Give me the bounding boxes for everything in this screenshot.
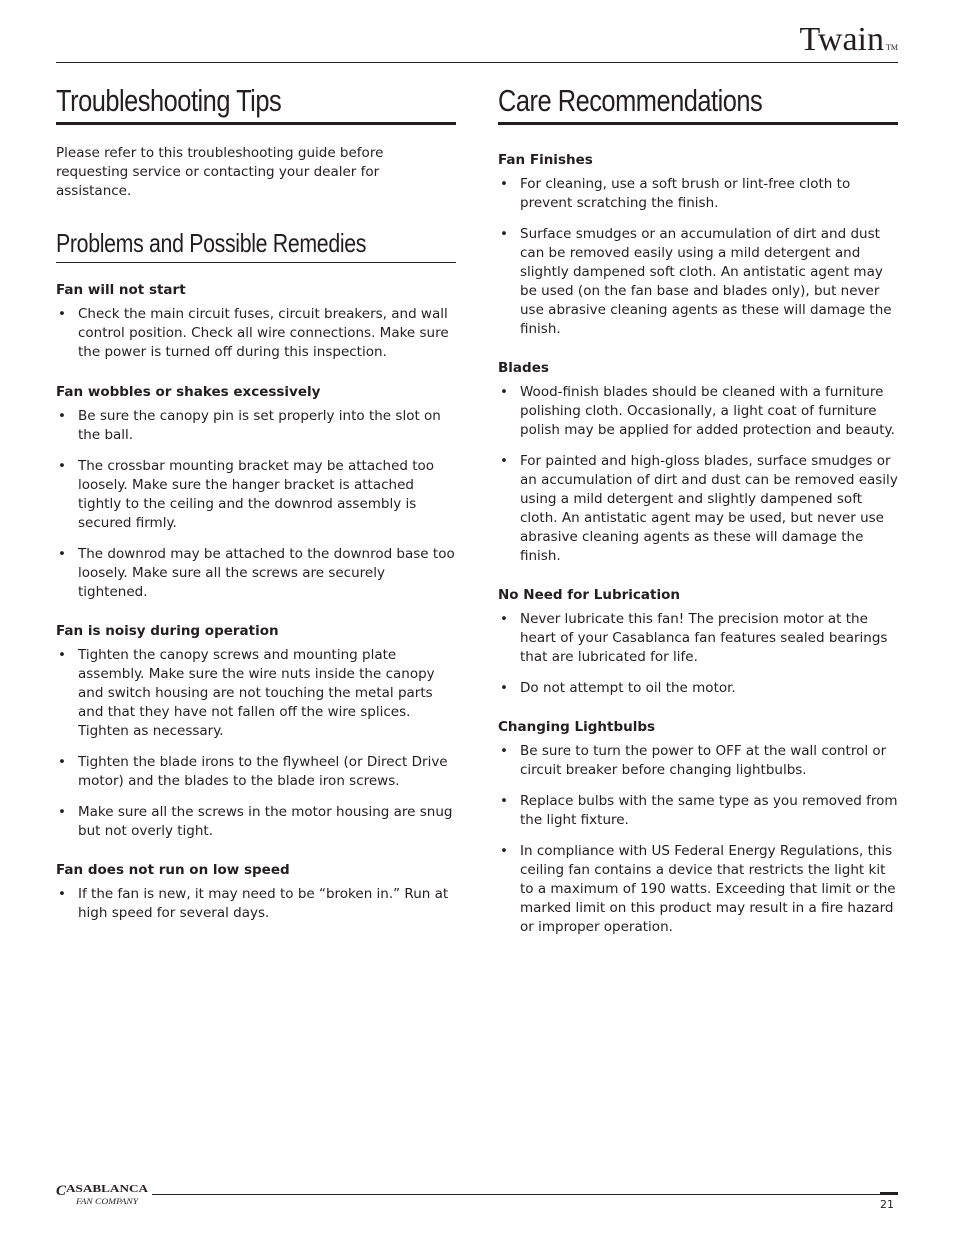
bullet-icon: • <box>58 458 66 474</box>
care-title: Care Recommendations <box>498 83 763 118</box>
care-column <box>498 82 898 937</box>
bullet-list <box>498 742 898 937</box>
bullet-icon: • <box>500 176 508 192</box>
bullet-icon: • <box>58 804 66 820</box>
troubleshooting-title: Troubleshooting Tips <box>56 83 282 118</box>
bullet-icon: • <box>500 793 508 809</box>
item-text: Tighten the canopy screws and mounting plate assembly. Make sure the wire nuts inside the canopy and switch housing are not touching the metal parts and that they have not fallen off the wire splices. Tighten as necessary. <box>78 647 435 739</box>
bullet-icon: • <box>500 453 508 469</box>
brand-name: Twain <box>799 21 884 58</box>
item-text: For painted and high-gloss blades, surface smudges or an accumulation of dirt and dust can be removed easily using a mild detergent and slightly dampened soft cloth. An antistatic agent may be used, but never use abrasive cleaning agents as these will damage the finish. <box>520 453 898 564</box>
bullet-icon: • <box>500 384 508 400</box>
item-text: The downrod may be attached to the downrod base too loosely. Make sure all the screws are securely tightened. <box>78 546 455 600</box>
casablanca-logo <box>56 1178 152 1208</box>
list-item <box>56 646 456 741</box>
bullet-list <box>56 646 456 841</box>
list-item <box>498 452 898 566</box>
section-heading: Fan wobbles or shakes excessively <box>56 384 321 400</box>
bullet-icon: • <box>58 754 66 770</box>
bullet-list <box>498 175 898 339</box>
list-item <box>498 742 898 780</box>
bullet-icon: • <box>500 226 508 242</box>
bullet-list <box>498 610 898 698</box>
item-text: In compliance with US Federal Energy Regulations, this ceiling fan contains a device that restricts the light kit to a maximum of 190 watts. Exceeding that limit or the marked limit on this product may result in a fire hazard or improper operation. <box>520 843 896 935</box>
bullet-icon: • <box>58 886 66 902</box>
list-item <box>498 792 898 830</box>
bullet-icon: • <box>500 611 508 627</box>
item-text: Make sure all the screws in the motor housing are snug but not overly tight. <box>78 804 453 839</box>
list-item <box>498 383 898 440</box>
svg-text:FAN COMPANY: FAN COMPANY <box>74 1197 140 1206</box>
item-text: For cleaning, use a soft brush or lint-free cloth to prevent scratching the finish. <box>520 176 851 211</box>
section-heading: Fan does not run on low speed <box>56 862 290 878</box>
list-item <box>56 753 456 791</box>
title-rule <box>56 122 456 125</box>
item-text: Do not attempt to oil the motor. <box>520 680 736 696</box>
list-item <box>56 885 456 923</box>
list-item <box>56 545 456 602</box>
title-rule <box>498 122 898 125</box>
item-text: Replace bulbs with the same type as you removed from the light fixture. <box>520 793 898 828</box>
list-item <box>498 842 898 937</box>
bullet-icon: • <box>500 743 508 759</box>
list-item <box>56 407 456 445</box>
intro-text: Please refer to this troubleshooting guide before requesting service or contacting your dealer for assistance. <box>56 145 384 199</box>
problems-title: Problems and Possible Remedies <box>56 228 367 258</box>
bullet-list <box>56 885 456 923</box>
bullet-list <box>498 383 898 566</box>
header-rule <box>56 62 898 63</box>
subtitle-rule <box>56 262 456 263</box>
item-text: If the fan is new, it may need to be “broken in.” Run at high speed for several days. <box>78 886 449 921</box>
item-text: Wood-finish blades should be cleaned with a furniture polishing cloth. Occasionally, a light coat of furniture polish may be applied for added protection and beauty. <box>520 384 895 438</box>
item-text: Check the main circuit fuses, circuit breakers, and wall control position. Check all wire connections. Make sure the power is turned off during this inspection. <box>78 306 449 360</box>
bullet-icon: • <box>500 680 508 696</box>
troubleshooting-column <box>56 82 456 923</box>
section-heading: Fan Finishes <box>498 152 593 168</box>
list-item <box>498 225 898 339</box>
item-text: Be sure to turn the power to OFF at the wall control or circuit breaker before changing lightbulbs. <box>520 743 887 778</box>
section-heading: No Need for Lubrication <box>498 587 680 603</box>
list-item <box>56 803 456 841</box>
item-text: Tighten the blade irons to the flywheel (or Direct Drive motor) and the blades to the blade iron screws. <box>78 754 448 789</box>
item-text: Surface smudges or an accumulation of dirt and dust can be removed easily using a mild detergent and slightly dampened soft cloth. An antistatic agent may be used (on the fan base and blades only), but never use abrasive cleaning agents as these will damage the finish. <box>520 226 892 337</box>
section-heading: Fan will not start <box>56 282 186 298</box>
section-heading: Changing Lightbulbs <box>498 719 656 735</box>
list-item <box>56 457 456 533</box>
page-number: 21 <box>880 1198 894 1211</box>
svg-text:ASABLANCA: ASABLANCA <box>66 1184 150 1195</box>
list-item <box>498 679 898 698</box>
item-text: Never lubricate this fan! The precision motor at the heart of your Casablanca fan features sealed bearings that are lubricated for life. <box>520 611 888 665</box>
section-heading: Fan is noisy during operation <box>56 623 279 639</box>
section-heading: Blades <box>498 360 549 376</box>
list-item <box>498 175 898 213</box>
bullet-icon: • <box>500 843 508 859</box>
footer-tick <box>880 1192 898 1195</box>
list-item <box>56 305 456 362</box>
bullet-icon: • <box>58 546 66 562</box>
svg-text:C: C <box>56 1183 67 1199</box>
trademark-mark: TM <box>886 43 898 52</box>
bullet-list <box>56 407 456 602</box>
item-text: The crossbar mounting bracket may be attached too loosely. Make sure the hanger bracket is attached tightly to the ceiling and the downrod assembly is secured firmly. <box>78 458 435 531</box>
bullet-icon: • <box>58 408 66 424</box>
footer-rule <box>152 1194 898 1195</box>
brand-title <box>800 20 899 60</box>
bullet-icon: • <box>58 306 66 322</box>
bullet-list <box>56 305 456 362</box>
item-text: Be sure the canopy pin is set properly into the slot on the ball. <box>78 408 441 443</box>
bullet-icon: • <box>58 647 66 663</box>
list-item <box>498 610 898 667</box>
